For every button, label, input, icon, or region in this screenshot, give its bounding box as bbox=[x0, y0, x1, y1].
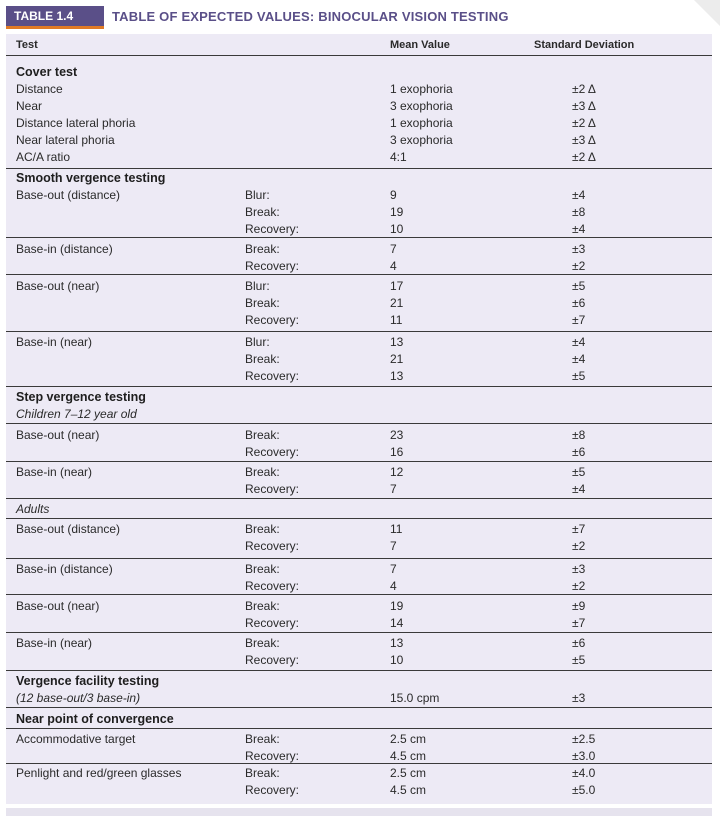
mean-value-cell: 4:1 bbox=[390, 150, 407, 164]
standard-deviation-cell: ±2.5 bbox=[572, 732, 596, 746]
table-header-row bbox=[6, 34, 712, 56]
section-heading-row bbox=[6, 711, 712, 728]
header-test: Test bbox=[16, 39, 38, 51]
standard-deviation-cell: ±5 bbox=[572, 653, 586, 667]
mean-value-cell: 16 bbox=[390, 445, 404, 459]
measure-label-cell: Blur: bbox=[245, 335, 270, 349]
measure-label-cell: Recovery: bbox=[245, 653, 300, 667]
mean-value-cell: 10 bbox=[390, 653, 404, 667]
page-corner-fold bbox=[688, 0, 720, 32]
standard-deviation-cell: ±8 bbox=[572, 205, 586, 219]
mean-value-cell: 3 exophoria bbox=[390, 133, 453, 147]
measure-label-cell: Blur: bbox=[245, 188, 270, 202]
mean-value-cell: 1 exophoria bbox=[390, 116, 453, 130]
row-divider bbox=[6, 461, 712, 462]
standard-deviation-cell: ±4 bbox=[572, 222, 586, 236]
mean-value-cell: 10 bbox=[390, 222, 404, 236]
table-row bbox=[6, 598, 712, 615]
row-divider bbox=[6, 670, 712, 671]
standard-deviation-cell: ±2 Δ bbox=[572, 116, 596, 130]
table-row bbox=[6, 334, 712, 351]
standard-deviation-cell: ±3 Δ bbox=[572, 133, 596, 147]
test-name-cell: Penlight and red/green glasses bbox=[16, 766, 182, 780]
table-number-label: TABLE 1.4 bbox=[6, 6, 104, 26]
expected-values-table bbox=[6, 34, 712, 804]
mean-value-cell: 19 bbox=[390, 599, 404, 613]
table-row bbox=[6, 312, 712, 329]
mean-value-cell: 4 bbox=[390, 259, 397, 273]
table-row bbox=[6, 81, 712, 98]
mean-value-cell: 7 bbox=[390, 242, 397, 256]
standard-deviation-cell: ±4.0 bbox=[572, 766, 596, 780]
mean-value-cell: 11 bbox=[390, 313, 403, 327]
section-heading-row bbox=[6, 64, 712, 81]
row-divider bbox=[6, 331, 712, 332]
table-bottom-strip bbox=[6, 808, 712, 816]
standard-deviation-cell: ±4 bbox=[572, 482, 586, 496]
standard-deviation-cell: ±2 bbox=[572, 259, 586, 273]
measure-label-cell: Break: bbox=[245, 599, 280, 613]
test-name-cell: Near lateral phoria bbox=[16, 133, 115, 147]
mean-value-cell: 4.5 cm bbox=[390, 783, 427, 797]
test-name-cell: Cover test bbox=[16, 65, 78, 79]
row-divider bbox=[6, 707, 712, 708]
mean-value-cell: 19 bbox=[390, 205, 404, 219]
row-divider bbox=[6, 386, 712, 387]
test-name-cell: Base-out (near) bbox=[16, 428, 100, 442]
mean-value-cell: 3 exophoria bbox=[390, 99, 453, 113]
subsection-row bbox=[6, 406, 712, 423]
standard-deviation-cell: ±3 bbox=[572, 242, 586, 256]
test-name-cell: AC/A ratio bbox=[16, 150, 71, 164]
test-name-cell: Base-in (near) bbox=[16, 636, 93, 650]
header-mean-value: Mean Value bbox=[390, 39, 450, 51]
measure-label-cell: Recovery: bbox=[245, 482, 300, 496]
table-row bbox=[6, 295, 712, 312]
measure-label-cell: Recovery: bbox=[245, 616, 300, 630]
test-name-cell: Adults bbox=[16, 502, 50, 516]
test-name-cell: Base-out (distance) bbox=[16, 188, 121, 202]
row-divider bbox=[6, 728, 712, 729]
standard-deviation-cell: ±9 bbox=[572, 599, 586, 613]
table-title: TABLE OF EXPECTED VALUES: BINOCULAR VISION TESTING bbox=[112, 9, 509, 24]
standard-deviation-cell: ±7 bbox=[572, 522, 586, 536]
measure-label-cell: Break: bbox=[245, 562, 280, 576]
measure-label-cell: Break: bbox=[245, 522, 280, 536]
test-name-cell: Distance lateral phoria bbox=[16, 116, 136, 130]
table-row bbox=[6, 652, 712, 669]
mean-value-cell: 17 bbox=[390, 279, 404, 293]
table-row bbox=[6, 368, 712, 385]
mean-value-cell: 21 bbox=[390, 352, 404, 366]
standard-deviation-cell: ±2 Δ bbox=[572, 82, 596, 96]
mean-value-cell: 23 bbox=[390, 428, 404, 442]
mean-value-cell: 14 bbox=[390, 616, 404, 630]
mean-value-cell: 7 bbox=[390, 539, 397, 553]
test-name-cell: Base-out (near) bbox=[16, 599, 100, 613]
test-name-cell: Near bbox=[16, 99, 43, 113]
row-divider bbox=[6, 632, 712, 633]
standard-deviation-cell: ±3 bbox=[572, 691, 586, 705]
standard-deviation-cell: ±6 bbox=[572, 296, 586, 310]
row-divider bbox=[6, 237, 712, 238]
measure-label-cell: Break: bbox=[245, 465, 280, 479]
standard-deviation-cell: ±2 bbox=[572, 579, 586, 593]
table-row bbox=[6, 765, 712, 782]
mean-value-cell: 1 exophoria bbox=[390, 82, 453, 96]
row-divider bbox=[6, 274, 712, 275]
mean-value-cell: 4 bbox=[390, 579, 397, 593]
mean-value-cell: 13 bbox=[390, 636, 404, 650]
test-name-cell: Accommodative target bbox=[16, 732, 136, 746]
standard-deviation-cell: ±3.0 bbox=[572, 749, 596, 763]
measure-label-cell: Recovery: bbox=[245, 222, 300, 236]
measure-label-cell: Recovery: bbox=[245, 579, 300, 593]
mean-value-cell: 7 bbox=[390, 482, 397, 496]
measure-label-cell: Recovery: bbox=[245, 445, 300, 459]
measure-label-cell: Break: bbox=[245, 428, 280, 442]
test-name-cell: Base-in (distance) bbox=[16, 242, 113, 256]
table-row bbox=[6, 464, 712, 481]
test-name-cell: Base-out (near) bbox=[16, 279, 100, 293]
subsection-row bbox=[6, 501, 712, 518]
row-divider bbox=[6, 763, 712, 764]
measure-label-cell: Break: bbox=[245, 205, 280, 219]
table-row bbox=[6, 521, 712, 538]
measure-label-cell: Break: bbox=[245, 352, 280, 366]
standard-deviation-cell: ±2 bbox=[572, 539, 586, 553]
table-figure bbox=[6, 6, 712, 797]
title-underline-accent bbox=[6, 26, 104, 29]
mean-value-cell: 13 bbox=[390, 335, 404, 349]
standard-deviation-cell: ±8 bbox=[572, 428, 586, 442]
table-row bbox=[6, 351, 712, 368]
measure-label-cell: Recovery: bbox=[245, 749, 300, 763]
measure-label-cell: Break: bbox=[245, 636, 280, 650]
standard-deviation-cell: ±7 bbox=[572, 313, 586, 327]
mean-value-cell: 13 bbox=[390, 369, 404, 383]
table-row bbox=[6, 149, 712, 166]
measure-label-cell: Blur: bbox=[245, 279, 270, 293]
table-row bbox=[6, 782, 712, 799]
test-name-cell: Vergence facility testing bbox=[16, 674, 160, 688]
mean-value-cell: 11 bbox=[390, 522, 403, 536]
row-divider bbox=[6, 498, 712, 499]
mean-value-cell: 2.5 cm bbox=[390, 766, 427, 780]
table-row bbox=[6, 187, 712, 204]
measure-label-cell: Recovery: bbox=[245, 783, 300, 797]
mean-value-cell: 2.5 cm bbox=[390, 732, 427, 746]
subsection-row bbox=[6, 690, 712, 707]
measure-label-cell: Recovery: bbox=[245, 259, 300, 273]
standard-deviation-cell: ±5.0 bbox=[572, 783, 596, 797]
test-name-cell: Base-in (near) bbox=[16, 465, 93, 479]
row-divider bbox=[6, 168, 712, 169]
table-row bbox=[6, 258, 712, 275]
measure-label-cell: Break: bbox=[245, 242, 280, 256]
standard-deviation-cell: ±4 bbox=[572, 188, 586, 202]
mean-value-cell: 15.0 cpm bbox=[390, 691, 440, 705]
standard-deviation-cell: ±3 Δ bbox=[572, 99, 596, 113]
section-heading-row bbox=[6, 389, 712, 406]
table-row bbox=[6, 115, 712, 132]
measure-label-cell: Break: bbox=[245, 766, 280, 780]
table-row bbox=[6, 561, 712, 578]
measure-label-cell: Recovery: bbox=[245, 539, 300, 553]
section-heading-row bbox=[6, 170, 712, 187]
test-name-cell: Base-out (distance) bbox=[16, 522, 121, 536]
row-divider bbox=[6, 558, 712, 559]
table-row bbox=[6, 538, 712, 555]
standard-deviation-cell: ±7 bbox=[572, 616, 586, 630]
mean-value-cell: 21 bbox=[390, 296, 404, 310]
table-row bbox=[6, 481, 712, 498]
measure-label-cell: Break: bbox=[245, 296, 280, 310]
table-row bbox=[6, 241, 712, 258]
table-row bbox=[6, 615, 712, 632]
mean-value-cell: 4.5 cm bbox=[390, 749, 427, 763]
row-divider bbox=[6, 594, 712, 595]
table-row bbox=[6, 278, 712, 295]
measure-label-cell: Recovery: bbox=[245, 369, 300, 383]
table-row bbox=[6, 731, 712, 748]
standard-deviation-cell: ±5 bbox=[572, 369, 586, 383]
test-name-cell: Near point of convergence bbox=[16, 712, 174, 726]
standard-deviation-cell: ±6 bbox=[572, 445, 586, 459]
test-name-cell: Smooth vergence testing bbox=[16, 171, 166, 185]
table-row bbox=[6, 98, 712, 115]
table-row bbox=[6, 204, 712, 221]
measure-label-cell: Break: bbox=[245, 732, 280, 746]
standard-deviation-cell: ±5 bbox=[572, 465, 586, 479]
standard-deviation-cell: ±6 bbox=[572, 636, 586, 650]
table-row bbox=[6, 444, 712, 461]
table-row bbox=[6, 635, 712, 652]
table-row bbox=[6, 427, 712, 444]
standard-deviation-cell: ±4 bbox=[572, 335, 586, 349]
mean-value-cell: 12 bbox=[390, 465, 404, 479]
row-divider bbox=[6, 423, 712, 424]
header-standard-deviation: Standard Deviation bbox=[534, 39, 635, 51]
test-name-cell: Children 7–12 year old bbox=[16, 407, 137, 421]
table-row bbox=[6, 132, 712, 149]
table-title-bar bbox=[6, 6, 712, 28]
standard-deviation-cell: ±5 bbox=[572, 279, 586, 293]
test-name-cell: (12 base-out/3 base-in) bbox=[16, 691, 141, 705]
mean-value-cell: 7 bbox=[390, 562, 397, 576]
table-row bbox=[6, 221, 712, 238]
test-name-cell: Base-in (near) bbox=[16, 335, 93, 349]
measure-label-cell: Recovery: bbox=[245, 313, 300, 327]
test-name-cell: Step vergence testing bbox=[16, 390, 146, 404]
mean-value-cell: 9 bbox=[390, 188, 397, 202]
test-name-cell: Distance bbox=[16, 82, 63, 96]
section-heading-row bbox=[6, 673, 712, 690]
row-divider bbox=[6, 518, 712, 519]
standard-deviation-cell: ±2 Δ bbox=[572, 150, 596, 164]
standard-deviation-cell: ±4 bbox=[572, 352, 586, 366]
standard-deviation-cell: ±3 bbox=[572, 562, 586, 576]
table-row bbox=[6, 578, 712, 595]
test-name-cell: Base-in (distance) bbox=[16, 562, 113, 576]
